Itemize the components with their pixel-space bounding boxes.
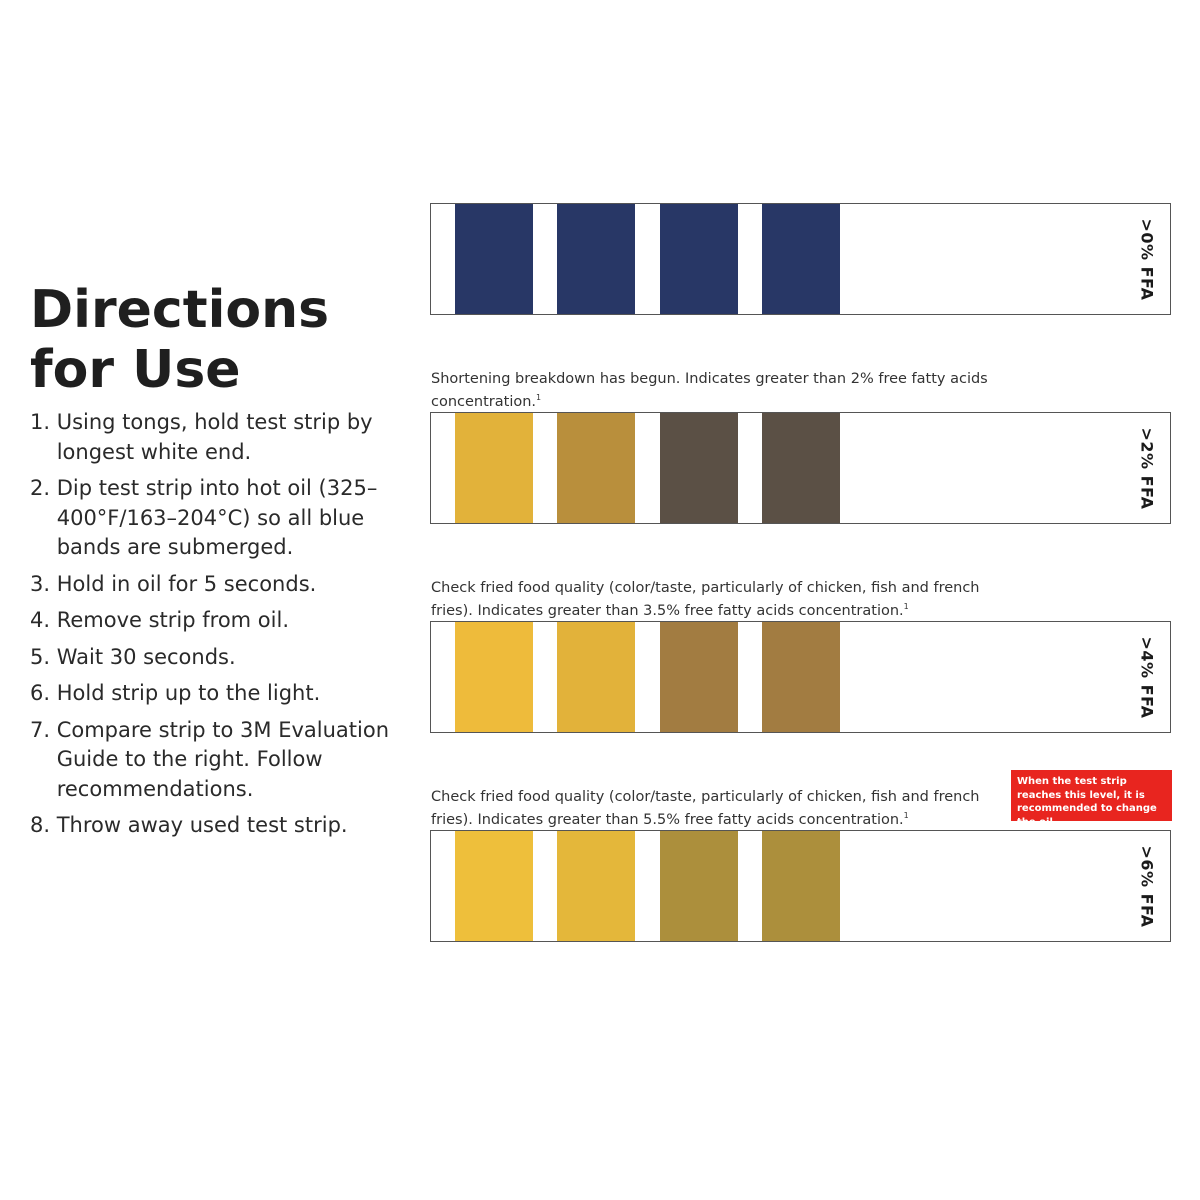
- color-pad: [455, 831, 533, 941]
- direction-step: [30, 679, 410, 709]
- directions-list: [30, 408, 410, 848]
- step-text: Hold strip up to the light.: [56, 681, 321, 705]
- direction-step: [30, 474, 410, 563]
- direction-step: [30, 811, 410, 841]
- caption-text: Check fried food quality (color/taste, particularly of chicken, fish and french fries). Indicates greater than 5.5% free fatty acids concentration.: [431, 789, 980, 828]
- title-line-1: Directions: [30, 280, 330, 340]
- color-pad: [762, 204, 840, 314]
- step-text: Throw away used test strip.: [56, 813, 348, 837]
- footnote-marker: 1: [903, 601, 909, 611]
- color-pad: [455, 622, 533, 732]
- test-strip-2-ffa: [430, 412, 1171, 524]
- strip-caption-6: [431, 789, 991, 829]
- strip-label: >4% FFA: [1137, 635, 1157, 719]
- caption-text: Shortening breakdown has begun. Indicates greater than 2% free fatty acids concentration.: [431, 371, 988, 410]
- color-pad: [762, 413, 840, 523]
- step-number: 6.: [30, 681, 57, 705]
- step-number: 8.: [30, 813, 57, 837]
- color-pad: [660, 831, 738, 941]
- color-pad: [455, 204, 533, 314]
- strip-label-wrap: [1124, 204, 1170, 314]
- step-number: 3.: [30, 571, 57, 596]
- color-pad: [660, 204, 738, 314]
- strip-caption-4: [431, 580, 991, 620]
- step-number: 4.: [30, 608, 57, 632]
- color-pad: [455, 413, 533, 523]
- strip-label-wrap: [1124, 413, 1170, 523]
- color-pad: [557, 204, 635, 314]
- step-text: Remove strip from oil.: [56, 608, 290, 632]
- test-strip-0-ffa: [430, 203, 1171, 315]
- color-pad: [660, 413, 738, 523]
- strip-label-wrap: [1124, 622, 1170, 732]
- direction-step: [30, 606, 410, 636]
- step-text: Hold in oil for 5 seconds.: [56, 571, 317, 596]
- strip-label-wrap: [1124, 831, 1170, 941]
- step-number: 1.: [30, 410, 57, 434]
- direction-step: [30, 408, 410, 467]
- footnote-marker: 1: [903, 810, 909, 820]
- strip-caption-2: [431, 371, 991, 411]
- step-number: 5.: [30, 644, 57, 669]
- color-pad: [762, 831, 840, 941]
- title-line-2: for Use: [30, 340, 241, 400]
- step-text: Wait 30 seconds.: [56, 644, 236, 669]
- color-pad: [557, 831, 635, 941]
- strip-label: >2% FFA: [1137, 426, 1157, 510]
- step-text: Compare strip to 3M Evaluation Guide to the right. Follow recommendations.: [56, 717, 390, 801]
- color-pad: [660, 622, 738, 732]
- step-number: 2.: [30, 476, 57, 500]
- direction-step: [30, 570, 410, 600]
- strip-label: >6% FFA: [1137, 844, 1157, 928]
- color-pad: [762, 622, 840, 732]
- page-title: [30, 280, 329, 400]
- caption-text: Check fried food quality (color/taste, particularly of chicken, fish and french fries). Indicates greater than 3.5% free fatty acids concentration.: [431, 580, 980, 619]
- change-oil-warning: When the test strip reaches this level, it is recommended to change the oil.: [1011, 770, 1172, 821]
- test-strip-4-ffa: [430, 621, 1171, 733]
- step-number: 7.: [30, 717, 57, 742]
- color-pad: [557, 622, 635, 732]
- test-strip-6-ffa: [430, 830, 1171, 942]
- direction-step: [30, 716, 410, 805]
- step-text: Dip test strip into hot oil (325–400°F/163–204°C) so all blue bands are submerged.: [56, 476, 378, 559]
- direction-step: [30, 643, 410, 673]
- step-text: Using tongs, hold test strip by longest white end.: [56, 410, 373, 464]
- color-pad: [557, 413, 635, 523]
- strip-label: >0% FFA: [1137, 217, 1157, 301]
- footnote-marker: 1: [536, 392, 542, 402]
